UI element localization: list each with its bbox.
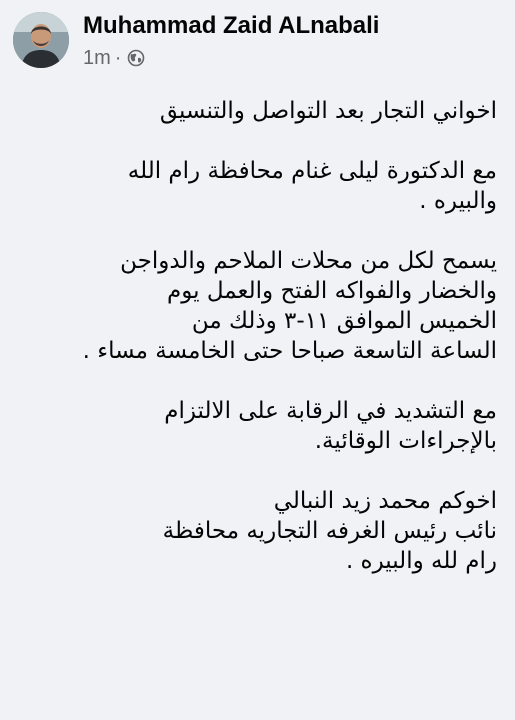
post-line: بالإجراءات الوقائية. — [314, 428, 497, 454]
post-paragraph — [17, 246, 497, 366]
post-line: مع التشديد في الرقابة على الالتزام — [164, 398, 497, 424]
post-line: مع الدكتورة ليلى غنام محافظة رام الله — [127, 158, 497, 184]
post-paragraph — [17, 96, 497, 126]
post-timestamp[interactable]: 1m — [83, 46, 111, 69]
post-meta — [83, 45, 145, 71]
post-paragraph — [17, 396, 497, 456]
post-header — [13, 12, 503, 72]
post-body — [17, 96, 497, 606]
post-line: الخميس الموافق ١١-٣ وذلك من — [191, 308, 497, 334]
post-line: الساعة التاسعة صباحا حتى الخامسة مساء . — [82, 338, 497, 364]
post-line: اخواني التجار بعد التواصل والتنسيق — [159, 98, 497, 124]
author-name[interactable]: Muhammad Zaid ALnabali — [83, 12, 380, 39]
post-line: يسمح لكل من محلات الملاحم والدواجن — [120, 248, 497, 274]
globe-icon — [127, 49, 145, 67]
post-line: اخوكم محمد زيد النبالي — [273, 488, 497, 514]
meta-separator: · — [114, 46, 122, 69]
post-paragraph — [17, 486, 497, 576]
post-paragraph — [17, 156, 497, 216]
author-avatar[interactable] — [13, 12, 69, 68]
post-line: والخضار والفواكه الفتح والعمل يوم — [166, 278, 497, 304]
post-line: والبيره . — [419, 188, 497, 214]
post-line: رام لله والبيره . — [345, 548, 497, 574]
post-line: نائب رئيس الغرفه التجاريه محافظة — [162, 518, 497, 544]
